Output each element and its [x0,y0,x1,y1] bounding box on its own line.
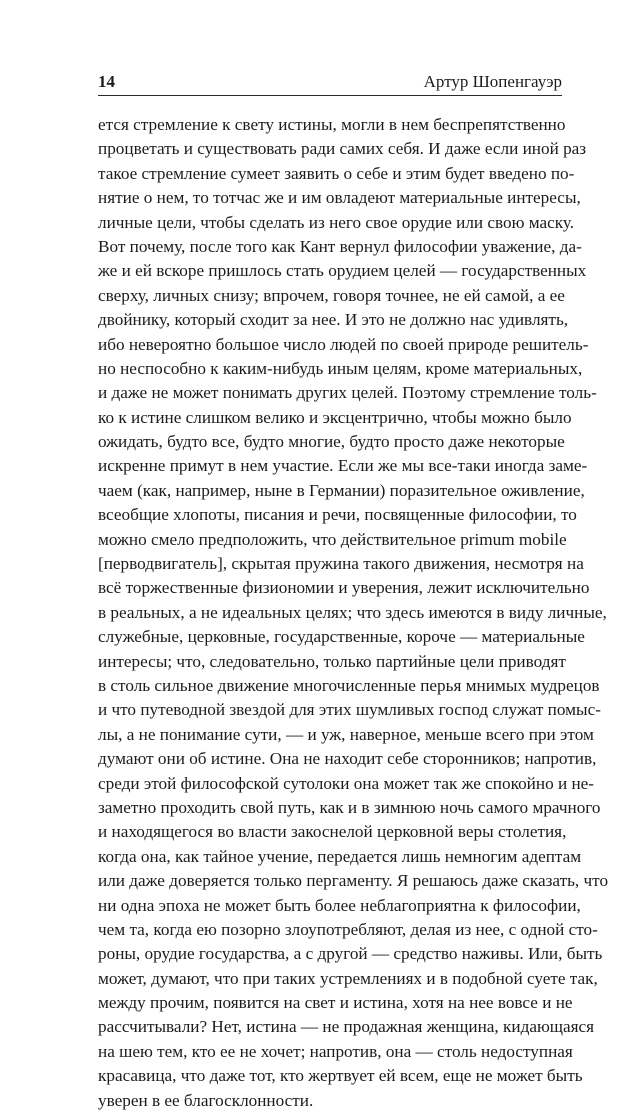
text-line: ожидать, будто все, будто многие, будто просто даже некоторые [98,432,565,452]
text-line: красавица, что даже тот, кто жертвует ей всем, еще не может быть [98,1066,583,1086]
text-line: сверху, личных снизу; впрочем, говоря точнее, не ей самой, а ее [98,285,565,305]
page-number: 14 [98,72,115,91]
text-line: процветать и существовать ради самих себя. И даже если иной раз [98,139,587,159]
header-rule [98,95,562,96]
text-line: искренне примут в нем участие. Если же мы все-таки иногда заме- [98,456,588,476]
text-line: когда она, как тайное учение, передается лишь немногим адептам [98,846,582,866]
text-line: служебные, церковные, государственные, короче — материальные [98,627,585,647]
text-line: двойнику, который сходит за нее. И это не должно нас удивлять, [98,310,569,330]
text-line: и находящегося во власти закоснелой церковной веры столетия, [98,822,567,842]
text-line: ко к истине слишком велико и эксцентрично, чтобы можно было [98,407,572,427]
text-line: интересы; что, следовательно, только партийные цели приводят [98,651,566,671]
text-line: рассчитывали? Нет, истина — не продажная женщина, кидающаяся [98,1017,595,1037]
text-line: но неспособно к каким-нибудь иным целям, кроме материальных, [98,358,583,378]
text-line: же и ей вскоре пришлось стать орудием целей — государственных [98,261,587,281]
text-line: на шею тем, кто ее не хочет; напротив, она — столь недоступная [98,1041,573,1061]
text-line: или даже доверяется только пергаменту. Я решаюсь даже сказать, что [98,871,609,891]
text-line: такое стремление сумеет заявить о себе и этим будет введено по- [98,163,575,183]
text-line: чем та, когда ею позорно злоупотребляют, делая из нее, с одной сто- [98,919,598,939]
text-line: всё торжественные физиономии и уверения, лежит исключительно [98,578,590,598]
text-line: нятие о нем, то тотчас же и им овладеют материальные интересы, [98,188,581,208]
body-text [98,113,609,1113]
text-line: может, думают, что при таких устремлениях и в подобной суете так, [98,968,598,988]
text-line: заметно проходить свой путь, как и в зимнюю ночь самого мрачного [98,797,601,817]
text-line: Вот почему, после того как Кант вернул философии уважение, да- [98,236,582,256]
text-line: ется стремление к свету истины, могли в нем беспрепятственно [98,115,566,134]
text-line: думают они об истине. Она не находит себе сторонников; напротив, [98,749,597,769]
text-line: роны, орудие государства, а с другой — средство наживы. Или, быть [98,944,603,964]
text-line: среди этой философской сутолоки она может так же спокойно и не- [98,773,595,793]
text-line: личные цели, чтобы сделать из него свое орудие или свою маску. [98,212,575,232]
text-line: в столь сильное движение многочисленные перья мнимых мудрецов [98,675,600,695]
page-header [98,71,562,95]
running-title: Артур Шопенгауэр [423,72,562,91]
text-line: можно смело предположить, что действительное primum mobile [98,529,567,549]
text-line: и что путеводной звездой для этих шумливых господ служат помыс- [98,700,601,720]
text-line: между прочим, появится на свет и истина, хотя на нее вовсе и не [98,993,573,1013]
text-line: чаем (как, например, ныне в Германии) поразительное оживление, [98,480,585,500]
text-line: всеобщие хлопоты, писания и речи, посвященные философии, то [98,505,577,525]
text-line: ни одна эпоха не может быть более неблагоприятна к философии, [98,895,581,915]
text-line: уверен в ее благосклонности. [98,1090,314,1110]
text-line: [перводвигатель], скрытая пружина такого движения, несмотря на [98,554,584,574]
text-line: ибо невероятно большое число людей по своей природе решитель- [98,334,589,354]
text-line: лы, а не понимание сути, — и уж, наверное, меньше всего при этом [98,724,594,744]
text-line: в реальных, а не идеальных целях; что здесь имеются в виду личные, [98,602,607,622]
text-line: и даже не может понимать других целей. Поэтому стремление толь- [98,383,597,403]
